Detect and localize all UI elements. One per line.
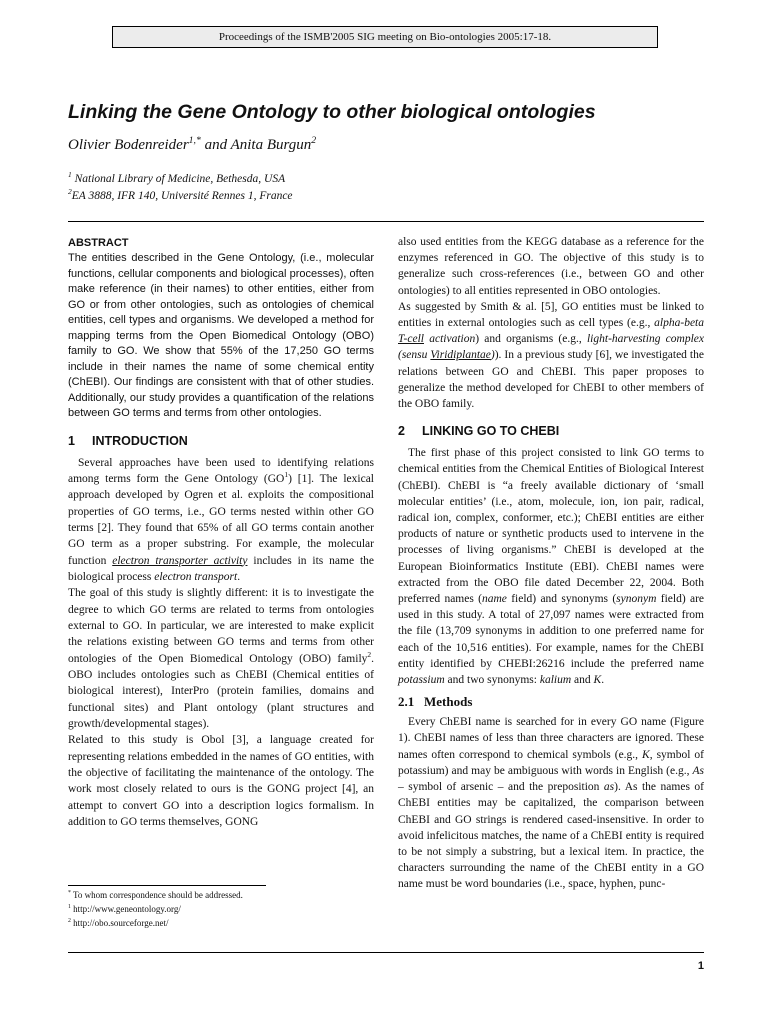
intro-paragraph [68,455,374,586]
subsection-heading-methods [398,694,704,710]
author-affiliation-mark: 2 [311,135,317,146]
section-number: 1 [68,433,75,448]
footnote-mark: 1 [68,904,71,910]
text-run: , symbol of potassium) and may be ambiguous with words in English (e.g., [398,748,704,777]
page-number: 1 [697,960,704,972]
affiliation-mark: 1 [68,170,72,180]
footnote-mark: * [68,890,71,896]
text-run: The first phase of this project consisted to link GO terms to chemical entities from the Chemical Entities of Biological Interest (ChEBI). ChEBI is “a freely available dictionary of ‘small molecular entities’ (i.e., atom, molecule, ion, ion pair, radical, radical ion, complex, conformer, etc.); ChEBI entities are either products of nature or synthetic products used to intervene in the processes of living organisms.” ChEBI is developed at the European Bioinformatics Institute (EBI). ChEBI names were extracted from the OBO file dated December 22, 2004. Both preferred names ( [398,447,704,606]
text-run: ). As the names of ChEBI entities may be capitalized, the comparison between ChEBI and GO strings is rendered cased-insensitive. In order to avoid infelicitous matches, the name of a ChEBI entity is required to be not simply a substring, but a lexical item. In practice, the characters surrounding the name of the ChEBI entity in a GO name must be word boundaries (i.e., space, hyphen, punc- [398,781,704,891]
italic-term: synonym [616,593,657,606]
subsection-title: Methods [424,694,473,710]
intro-paragraph [68,585,374,732]
body-paragraph [398,299,704,412]
affiliation-mark: 2 [68,187,72,197]
affiliation-text: National Library of Medicine, Bethesda, USA [71,173,286,185]
left-column [68,234,374,830]
paper-title: Linking the Gene Ontology to other biological ontologies [68,101,596,123]
footnote-text: http://obo.sourceforge.net/ [70,918,169,928]
author-affiliation-mark: 1,* [188,135,201,146]
footnote-text: http://www.geneontology.org/ [70,904,181,914]
affiliation-text: EA 3888, IFR 140, Université Rennes 1, France [71,190,293,202]
affiliation [68,171,293,188]
italic-term: electron transporter activity [112,554,248,567]
affiliation [68,188,293,205]
italic-term: potassium [398,674,445,687]
italic-term: As [692,764,704,777]
section-number: 2 [398,424,405,439]
body-paragraph [398,714,704,892]
text-run: includes in its name the biological process [68,554,374,583]
text-run: ). In a previous study [6], we investigated the relations between GO and ChEBI. This paper proposes to generalize the method developed for ChEBI to other members of the OBO family. [398,349,704,411]
italic-term: ) [490,349,495,362]
text-run: Every ChEBI name is searched for in every GO name (Figure 1). ChEBI names of less than three characters are ignored. These names often correspond to chemical symbols (e.g., [398,716,704,761]
footnote-text: To whom correspondence should be addressed. [70,890,243,900]
italic-term: K [593,674,602,687]
footnotes [68,888,374,930]
text-run: Several approaches have been used to identifying relations among terms form the Gene Ontology (GO [68,456,374,485]
author-name: Anita Burgun [230,137,312,153]
italic-term: Viridiplantae [430,349,491,362]
footnote [68,916,374,930]
section-heading-linking [398,423,704,439]
author-name: Olivier Bodenreider [68,137,189,153]
intro-paragraph: Related to this study is Obol [3], a language created for representing relations embedded in the names of GO entities, with the objective of facilitating the maintenance of the ontology. The work most closely related to ours is the GONG project [4], an attempt to convert GO into a description logics formalism. In addition to GO terms themselves, GONG [68,734,374,829]
footer-divider [68,952,704,953]
section-title: LINKING GO TO CHEBI [422,424,560,439]
italic-term: as [603,781,615,794]
proceedings-banner: Proceedings of the ISMB'2005 SIG meeting on Bio-ontologies 2005:17-18. [112,26,658,48]
footnote-ref: 2 [367,649,372,659]
text-run: As suggested by Smith & al. [5], GO entities must be linked to entities in external ontologies such as cell types (e.g., [398,300,704,330]
footnote-mark: 2 [68,918,71,924]
text-run: – symbol of arsenic – and the preposition [398,781,604,794]
text-run: and [571,674,594,687]
author-conjunction: and [200,137,231,153]
abstract-heading: ABSTRACT [68,237,129,249]
author-line [68,137,316,154]
text-run: field) are used in this study. A total of 27,097 names were extracted from the file (13,709 synonyms in addition to one preferred name for each of the 10,516 entities). For example, names for the ChEBI entity identified by CHEBI:26216 include the preferred name [398,593,705,670]
body-paragraph: also used entities from the KEGG database as a reference for the enzymes referenced in GO. The objective of this study is to generalize such cross-references (i.e., between GO and other ontologies) to all entities represented in OBO ontologies. [398,236,704,297]
italic-term: kalium [539,674,572,687]
footnote [68,888,374,902]
italic-term: name [481,593,507,606]
text-run: ) [1]. The lexical approach developed by Ogren et al. exploits the compositional properties of GO terms, i.e., GO terms nested within other GO terms [2]. They found that 65% of all GO terms contain another GO term as a proper substring. For example, the molecular function [68,472,375,567]
italic-term: light-harvesting complex (sensu [398,333,704,362]
section-title: INTRODUCTION [92,433,188,448]
text-run: ) and organisms (e.g., [475,333,587,346]
body-paragraph [398,445,704,688]
footnote-ref: 1 [284,470,289,480]
header-divider [68,221,704,222]
text-run: . [237,570,241,583]
italic-term: activation [423,333,476,346]
abstract-text: The entities described in the Gene Ontology, (i.e., molecular functions, cellular components and biological processes), often make reference (in their names) to other entities, either from GO or from other ontologies, such as ontologies of chemical entities, cell types and organisms. We developed a method for mapping terms from the Open Biomedical Ontology (OBO) family to GO. We show that 55% of the 17,250 GO terms include in their names the name of some chemical entity (ChEBI). Our findings are consistent with that of other studies. Additionally, our study provides a quantification of the relations between GO terms and terms from other ontologies. [68,252,374,419]
footnote-divider [68,885,266,886]
italic-term: K [642,748,650,761]
affiliations [68,171,293,205]
footnote [68,902,374,916]
text-run: . [601,674,605,687]
right-column [398,234,704,893]
subsection-number: 2.1 [398,694,415,710]
text-run: and two synonyms: [444,674,540,687]
text-run: . OBO includes ontologies such as ChEBI (Chemical entities of biological interest), InterPro (protein families, domains and functional sites) and Plant ontology (plant structures and growth/developmental stages). [68,652,374,730]
italic-term: T-cell [398,333,424,346]
italic-term: alpha-beta [654,317,704,330]
italic-term: electron transport [154,570,238,583]
section-heading-introduction [68,433,374,449]
text-run: field) and synonyms ( [506,593,617,606]
text-run: The goal of this study is slightly different: it is to investigate the degree to which GO terms are related to terms from ontologies external to GO. In particular, we are interested to make explicit the relations existing between GO terms and terms from other ontologies of the Open Biomedical Ontology (OBO) family [68,587,374,665]
